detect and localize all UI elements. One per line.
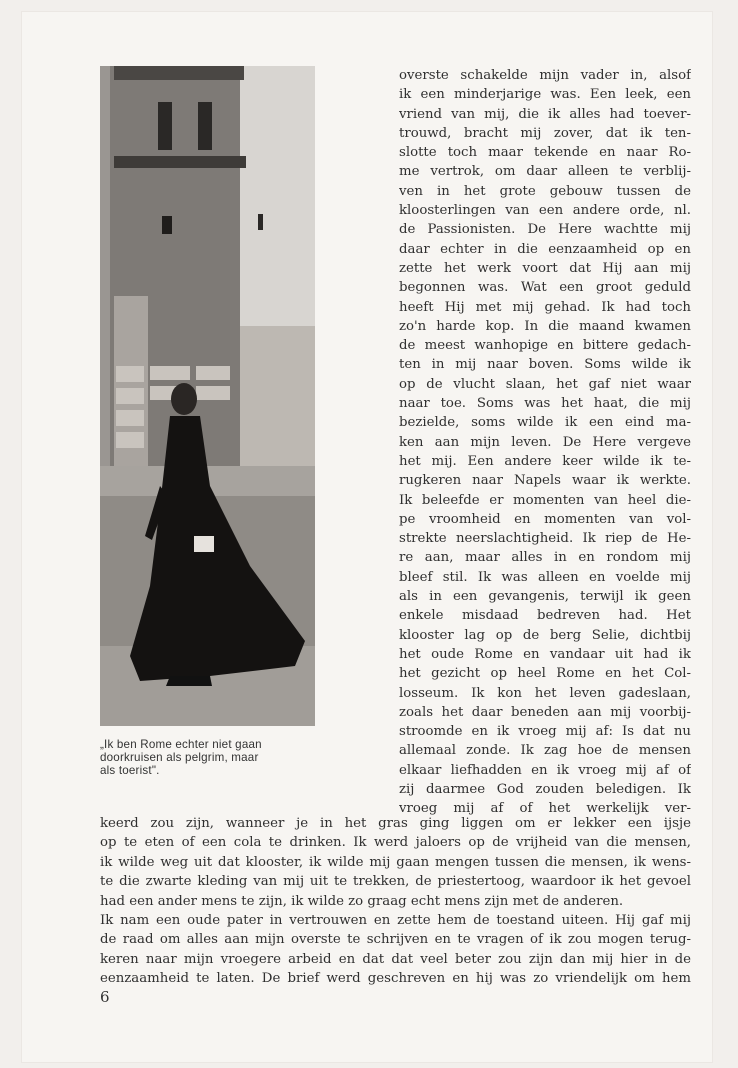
text-line: klooster lag op de berg Selie, dichtbij [399,627,691,643]
text-line: had een ander mens te zijn, ik wilde zo graag echt mens zijn met de anderen. [100,893,624,909]
text-line: keerd zou zijn, wanneer je in het gras ging liggen om er lekker een ijsje [100,816,691,831]
text-line: re aan, maar alles in en rondom mij [399,550,691,566]
text-line: overste schakelde mijn vader in, alsof [399,68,691,83]
text-line: zette het werk voort dat Hij aan mij [399,260,691,276]
text-line: losseum. Ik kon het leven gadeslaan, [399,685,691,701]
text-line: de raad om alles aan mijn overste te schrijven en te vragen of ik zou mogen terug- [100,932,691,948]
text-line: naar toe. Soms was het haat, die mij [399,396,691,412]
text-line: zoals het daar beneden aan mij voorbij- [399,704,691,720]
text-line: bezielde, soms wilde ik een eind ma- [399,415,691,431]
text-line: ven in het grote gebouw tussen de [399,183,691,199]
full-width-text [100,814,691,989]
text-line: daar echter in die eenzaamheid op en [399,241,691,257]
caption-line: als toerist". [100,764,160,777]
photograph [100,66,315,726]
text-line: pe vroomheid en momenten van vol- [399,511,691,527]
photo-caption [100,738,320,777]
right-text-column [399,66,691,819]
text-line: heeft Hij met mij gehad. Ik had toch [399,299,691,315]
text-line: strekte neerslachtigheid. Ik riep de He- [399,531,691,547]
text-line: me vertrok, om daar alleen te verblij- [399,164,691,180]
text-line: Ik nam een oude pater in vertrouwen en zette hem de toestand uiteen. Hij gaf mij [100,912,691,928]
text-line: begonnen was. Wat een groot geduld [399,280,691,296]
text-line: ik een minderjarige was. Een leek, een [399,87,691,103]
text-line: kloosterlingen van een andere orde, nl. [399,203,691,219]
text-line: enkele misdaad bedreven had. Het [399,608,691,624]
text-line: op de vlucht slaan, het gaf niet waar [399,376,691,392]
text-line: te die zwarte kleding van mij uit te trekken, de priestertoog, waardoor ik het gevoel [100,874,691,890]
text-line: op te eten of een cola te drinken. Ik werd jaloers op de vrijheid van die mensen, [100,835,691,851]
text-line: het oude Rome en vandaar uit had ik [399,646,691,662]
text-line: vroeg mij af of het werkelijk ver- [399,801,691,817]
text-line: het mij. Een andere keer wilde ik te- [399,453,691,469]
text-line: als in een gevangenis, terwijl ik geen [399,589,691,605]
text-line: allemaal zonde. Ik zag hoe de mensen [399,743,691,759]
text-line: bleef stil. Ik was alleen en voelde mij [399,569,691,585]
text-line: elkaar liefhadden en ik vroeg mij af of [399,762,691,778]
text-line: het gezicht op heel Rome en het Col- [399,666,691,682]
text-line: rugkeren naar Napels waar ik werkte. [399,473,691,489]
text-line: slotte toch maar tekende en naar Ro- [399,145,691,161]
text-line: ik wilde weg uit dat klooster, ik wilde mij gaan mengen tussen die mensen, ik wens- [100,854,691,870]
text-line: zo'n harde kop. In die maand kwamen [399,318,691,334]
text-line: eenzaamheid te laten. De brief werd geschreven en hij was zo vriendelijk om hem [100,971,691,987]
text-line: de meest wanhopige en bittere gedach- [399,338,691,354]
text-line: stroomde en ik vroeg mij af: Is dat nu [399,724,691,740]
text-line: Ik beleefde er momenten van heel die- [399,492,691,508]
text-line: de Passionisten. De Here wachtte mij [399,222,691,238]
photograph-priest-walking-icon [100,66,315,726]
text-line: keren naar mijn vroegere arbeid en dat dat veel beter zou zijn dan mij hier in de [100,951,691,967]
text-line: zij daarmee God zouden beledigen. Ik [399,781,691,797]
text-line: vriend van mij, die ik alles had toever- [399,106,691,122]
caption-line: „Ik ben Rome echter niet gaan [100,738,262,751]
text-line: ken aan mijn leven. De Here vergeve [399,434,691,450]
caption-line: doorkruisen als pelgrim, maar [100,751,259,764]
page-number: 6 [100,988,110,1006]
text-line: trouwd, bracht mij zover, dat ik ten- [399,125,691,141]
text-line: ten in mij naar boven. Soms wilde ik [399,357,691,373]
